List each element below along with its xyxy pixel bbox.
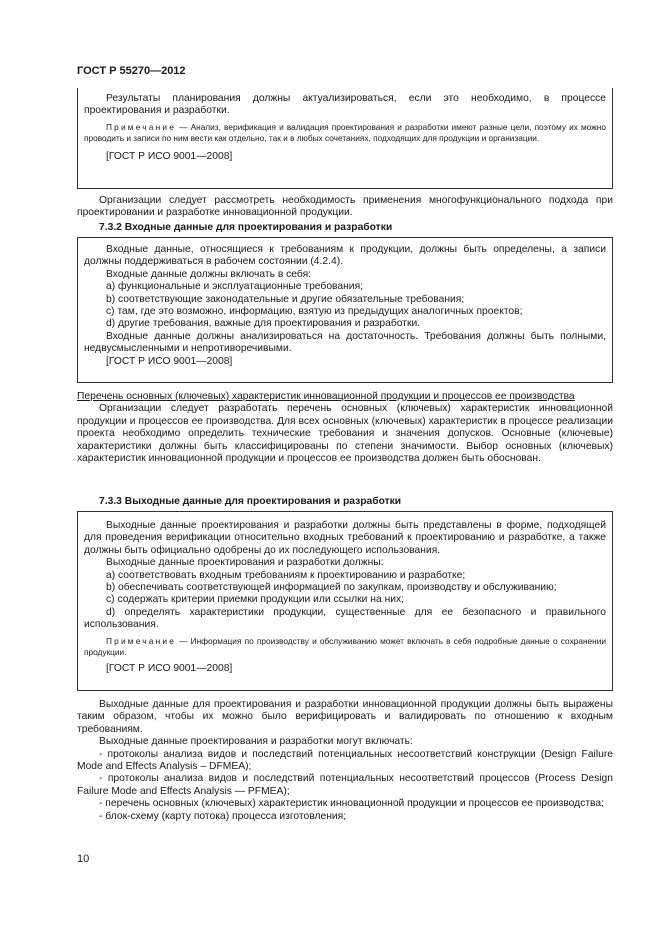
list-item: c) содержать критерии приемки продукции или ссылки на них; (106, 594, 405, 606)
standard-reference: [ГОСТ Р ИСО 9001—2008] (106, 355, 233, 367)
text-block (77, 391, 613, 465)
list-item: d) другие требования, важные для проектирования и разработки. (106, 318, 421, 330)
quote-box-planning (77, 88, 613, 189)
list-item: а) функциональные и эксплуатационные требования; (106, 281, 363, 293)
paragraph: Организации следует разработать перечень основных (ключевых) характеристик инновационной продукции и процессов ее производства. Для всех основных (ключевых) характеристик в процессе реализации проекта необходимо определить технические требования и значения допусков. Основные (ключевые) характеристики должны быть классифицированы по степени значимости. Выбор основных (ключевых) характеристик инновационной продукции и процессов ее производства должен быть обоснован. (77, 403, 613, 465)
note-text: — Анализ, верификация и валидация проектирования и разработки имеют разные цели, поэтому их можно проводить и записи по ним вести как отдельно, так и в любых сочетаниях, подходящих для продукции и организации. (84, 121, 606, 144)
note (84, 636, 606, 659)
note-text: — Информация по производству и обслуживанию может включать в себя подробные данные о сохранении продукции. (84, 635, 606, 658)
box-paragraph: Выходные данные проектирования и разработки должны быть представлены в форме, подходящей для проведения верификации относительно входных требований к проектированию и разработке, а также должны быть официально одобрены до их последующего использования. (84, 520, 606, 556)
note-label: Примечание (106, 121, 177, 132)
quote-box-inputs (77, 237, 613, 383)
paragraph: Выходные данные проектирования и разработки могут включать: (99, 736, 413, 748)
list-heading: Перечень основных (ключевых) характеристик инновационной продукции и процессов ее производства (77, 391, 575, 402)
standard-reference: [ГОСТ Р ИСО 9001—2008] (106, 151, 233, 162)
section-heading-7-3-3: 7.3.3 Выходные данные для проектирования и разработки (99, 496, 402, 507)
note (84, 122, 606, 145)
list-item: - протоколы анализа видов и последствий потенциальных несоответствий процессов (Process Design Failure Mode and Effects Analysis — PFMEA); (77, 773, 613, 797)
list-item: - блок-схему (карту потока) процесса изготовления; (99, 810, 347, 822)
box-paragraph: Входные данные должны включать в себя: (106, 268, 312, 280)
list-item: c) там, где это возможно, информацию, взятую из предыдущих аналогичных проектов; (106, 306, 523, 318)
text-block (77, 195, 613, 220)
list-item: b) обеспечивать соответствующей информацией по закупкам, производству и обслуживанию; (106, 582, 557, 594)
box-paragraph: Входные данные, относящиеся к требованиям к продукции, должны быть определены, а записи должны поддерживаться в рабочем состоянии (4.2.4). (84, 244, 606, 268)
box-paragraph: Входные данные должны анализироваться на достаточность. Требования должны быть полными, недвусмысленными и непротиворечивыми. (84, 330, 606, 355)
standard-reference: [ГОСТ Р ИСО 9001—2008] (106, 662, 233, 674)
list-item: а) соответствовать входным требованиям к проектированию и разработке; (106, 569, 466, 581)
page-number: 10 (77, 853, 90, 865)
list-item: - перечень основных (ключевых) характеристик инновационной продукции и процессов ее производства; (99, 798, 604, 810)
note-label: Примечание (106, 635, 177, 646)
box-paragraph: Результаты планирования должны актуализироваться, если это необходимо, в процессе проектирования и разработки. (84, 93, 606, 117)
paragraph: Выходные данные для проектирования и разработки инновационной продукции должны быть выражены таким образом, чтобы их можно было верифицировать и валидировать по отношению к входным требованиям. (77, 699, 613, 735)
section-heading-7-3-2: 7.3.2 Входные данные для проектирования и разработки (99, 222, 393, 233)
box-paragraph: Выходные данные проектирования и разработки должны: (106, 557, 384, 569)
list-item: d) определять характеристики продукции, существенные для ее безопасного и правильного использования. (84, 606, 606, 631)
document-header: ГОСТ Р 55270—2012 (77, 65, 186, 77)
quote-box-outputs (77, 511, 613, 691)
paragraph: Организации следует рассмотреть необходимость применения многофункционального подхода при проектировании и разработке инновационной продукции. (77, 195, 613, 219)
list-item: b) соответствующие законодательные и другие обязательные требования; (106, 293, 465, 305)
text-block (77, 699, 613, 823)
list-item: - протоколы анализа видов и последствий потенциальных несоответствий конструкции (Design Failure Mode and Effects Analysis – DFMEA); (77, 748, 613, 773)
